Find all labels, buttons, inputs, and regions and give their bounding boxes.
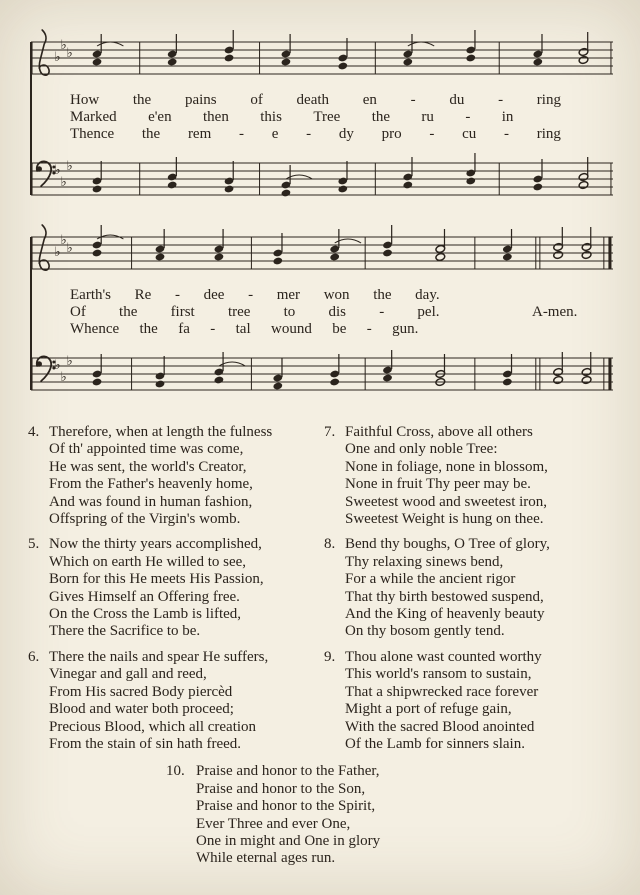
verse-line: Gives Himself an Offering free. — [49, 588, 240, 605]
verse-line: Which on earth He willed to see, — [49, 553, 247, 570]
hymn-verses — [30, 416, 614, 761]
lyric-syllable: - — [306, 126, 312, 142]
verse-7 — [326, 424, 614, 528]
lyric-syllable: fa — [178, 321, 190, 337]
verse-line: On the Cross the Lamb is lifted, — [49, 606, 242, 623]
svg-text:♭: ♭ — [66, 240, 73, 255]
lyric-syllable: pel. — [417, 304, 440, 320]
treble-staff — [30, 26, 614, 90]
verse-line: That a shipwrecked race forever — [345, 683, 539, 700]
lyric-syllable: - — [503, 126, 509, 142]
verse-line: Precious Blood, which all creation — [49, 718, 257, 735]
lyric-syllable: won — [323, 287, 350, 303]
verse-line: Praise and honor to the Spirit, — [196, 798, 376, 815]
svg-text:♭: ♭ — [60, 369, 67, 384]
verse-ten-block — [166, 763, 478, 867]
lyric-syllable: tal — [235, 321, 251, 337]
lyric-syllable: death — [296, 92, 330, 108]
verse-number: 4. — [28, 424, 40, 440]
lyric-syllable: day. — [415, 287, 440, 303]
verse-line: Praise and honor to the Son, — [196, 780, 366, 797]
lyric-syllable: Marked — [70, 109, 117, 125]
lyric-line — [70, 126, 561, 143]
lyrics-block — [30, 90, 614, 147]
verse-line: Thy relaxing sinews bend, — [345, 553, 504, 570]
lyric-syllable: Thence — [70, 126, 115, 142]
verse-line: With the sacred Blood anointed — [345, 718, 535, 735]
lyric-line — [70, 304, 578, 321]
verse-line: This world's ransom to sustain, — [345, 666, 532, 683]
lyric-syllable: - — [210, 321, 216, 337]
lyric-syllable: in — [501, 109, 514, 125]
lyric-line — [70, 321, 418, 338]
lyric-syllable: dy — [338, 126, 354, 142]
svg-text:♭: ♭ — [60, 37, 67, 52]
lyric-syllable: ring — [536, 92, 561, 108]
svg-text:♭: ♭ — [60, 232, 67, 247]
lyric-syllable: this — [260, 109, 282, 125]
verse-line: For a while the ancient rigor — [345, 571, 516, 588]
verse-line: Praise and honor to the Father, — [196, 763, 380, 780]
verses-right-column — [326, 424, 614, 761]
lyric-syllable: the — [371, 109, 391, 125]
music-system-1 — [30, 26, 614, 211]
lyric-syllable: the — [132, 92, 152, 108]
lyric-syllable: Tree — [313, 109, 341, 125]
lyric-syllable: then — [203, 109, 229, 125]
lyric-syllable: How — [70, 92, 100, 108]
lyric-syllable: dis — [328, 304, 347, 320]
lyric-syllable: - — [498, 92, 504, 108]
verse-line: He was sent, the world's Creator, — [49, 458, 247, 475]
lyric-line — [70, 109, 514, 126]
verse-4 — [30, 424, 318, 528]
verse-line: One and only noble Tree: — [345, 441, 498, 458]
lyric-syllable: Re — [134, 287, 152, 303]
svg-text:♭: ♭ — [66, 158, 73, 173]
lyric-amen: A-men. — [531, 304, 578, 320]
verse-line: Born for this He meets His Passion, — [49, 571, 264, 588]
lyric-syllable: ru — [421, 109, 434, 125]
lyric-syllable: e'en — [148, 109, 172, 125]
lyric-syllable: wound — [271, 321, 312, 337]
verse-line: Of th' appointed time was come, — [49, 441, 244, 458]
bass-staff — [30, 342, 614, 406]
verse-number: 5. — [28, 536, 40, 553]
lyric-syllable: be — [332, 321, 347, 337]
svg-text:♭: ♭ — [54, 244, 61, 259]
lyric-syllable: - — [248, 287, 254, 303]
verse-8 — [326, 536, 614, 640]
verse-line: Might a port of refuge gain, — [345, 701, 512, 718]
svg-text:♭: ♭ — [66, 45, 73, 60]
lyric-syllable: - — [410, 92, 416, 108]
verse-line: Vinegar and gall and reed, — [49, 666, 207, 683]
lyric-syllable: - — [174, 287, 180, 303]
verse-line: Sweetest wood and sweetest iron, — [345, 493, 548, 510]
lyric-syllable: first — [170, 304, 195, 320]
lyric-syllable: Of — [70, 304, 86, 320]
verse-5 — [30, 536, 318, 640]
lyric-syllable: tree — [227, 304, 251, 320]
verse-line: One in might and One in glory — [196, 832, 381, 849]
verse-line: Faithful Cross, above all others — [345, 424, 533, 440]
verse-6 — [30, 649, 318, 753]
lyric-syllable: cu — [462, 126, 477, 142]
lyric-syllable: dee — [203, 287, 225, 303]
verse-number: 7. — [324, 424, 336, 440]
lyric-syllable: to — [283, 304, 296, 320]
lyric-syllable: the — [373, 287, 392, 303]
lyric-syllable: the — [141, 126, 161, 142]
svg-text:♭: ♭ — [54, 162, 61, 177]
verse-line: And was found in human fashion, — [49, 493, 253, 510]
verse-number: 8. — [324, 536, 336, 553]
lyric-syllable: rem — [187, 126, 212, 142]
verse-line: That thy birth bestowed suspend, — [345, 588, 544, 605]
lyric-syllable: en — [362, 92, 377, 108]
music-score — [30, 26, 614, 406]
lyric-syllable: - — [465, 109, 471, 125]
lyric-syllable: Whence — [70, 321, 120, 337]
verse-line: Blood and water both proceed; — [49, 701, 234, 718]
lyric-syllable: ring — [536, 126, 561, 142]
lyric-line — [70, 92, 561, 109]
verse-10 — [166, 763, 478, 867]
lyric-syllable: - — [239, 126, 244, 142]
verse-line: Thou alone wast counted worthy — [345, 648, 542, 665]
svg-text:♭: ♭ — [66, 353, 73, 368]
verse-line: From the stain of sin hath freed. — [49, 735, 242, 752]
verse-line: From the Father's heavenly home, — [49, 476, 253, 493]
verse-number: 9. — [324, 648, 336, 665]
verse-9 — [326, 649, 614, 753]
lyric-syllable: du — [449, 92, 465, 108]
lyric-syllable: - — [429, 126, 435, 142]
verse-line: Ever Three and ever One, — [196, 815, 351, 832]
verse-number: 6. — [28, 648, 40, 665]
lyric-syllable: gun. — [392, 321, 419, 337]
verse-line: Offspring of the Virgin's womb. — [49, 511, 241, 528]
lyric-syllable: pro — [381, 126, 402, 142]
verse-number: 10. — [166, 763, 185, 780]
verse-line: While eternal ages run. — [196, 850, 336, 867]
svg-text:♭: ♭ — [54, 357, 61, 372]
lyric-syllable: mer — [276, 287, 301, 303]
lyric-syllable: Earth's — [70, 287, 112, 303]
verse-line: None in foliage, none in blossom, — [345, 458, 548, 475]
lyric-syllable: - — [379, 304, 385, 320]
verse-line: Of the Lamb for sinners slain. — [345, 735, 525, 752]
lyric-syllable: the — [119, 304, 138, 320]
lyrics-block — [30, 285, 614, 342]
bass-staff — [30, 147, 614, 211]
verse-line: There the nails and spear He suffers, — [49, 648, 269, 665]
verse-line: Bend thy boughs, O Tree of glory, — [345, 536, 550, 553]
svg-text:♭: ♭ — [60, 174, 67, 189]
verse-line: Now the thirty years accomplished, — [49, 536, 262, 553]
verse-line: From His sacred Body piercèd — [49, 683, 233, 700]
verse-line: Sweetest Weight is hung on thee. — [345, 511, 544, 528]
verse-line: There the Sacrifice to be. — [49, 623, 201, 640]
svg-text:♭: ♭ — [54, 49, 61, 64]
verse-line: Therefore, when at length the fulness — [49, 424, 273, 440]
verses-left-column — [30, 424, 318, 761]
lyric-syllable: of — [250, 92, 263, 108]
lyric-syllable: pains — [184, 92, 217, 108]
music-system-2 — [30, 221, 614, 406]
verse-line: And the King of heavenly beauty — [345, 606, 545, 623]
lyric-syllable: - — [366, 321, 372, 337]
verse-line: On thy bosom gently tend. — [345, 623, 505, 640]
lyric-syllable: e — [271, 126, 279, 142]
lyric-line — [70, 287, 440, 304]
treble-staff — [30, 221, 614, 285]
verse-line: None in fruit Thy peer may be. — [345, 476, 531, 493]
lyric-syllable: the — [139, 321, 158, 337]
